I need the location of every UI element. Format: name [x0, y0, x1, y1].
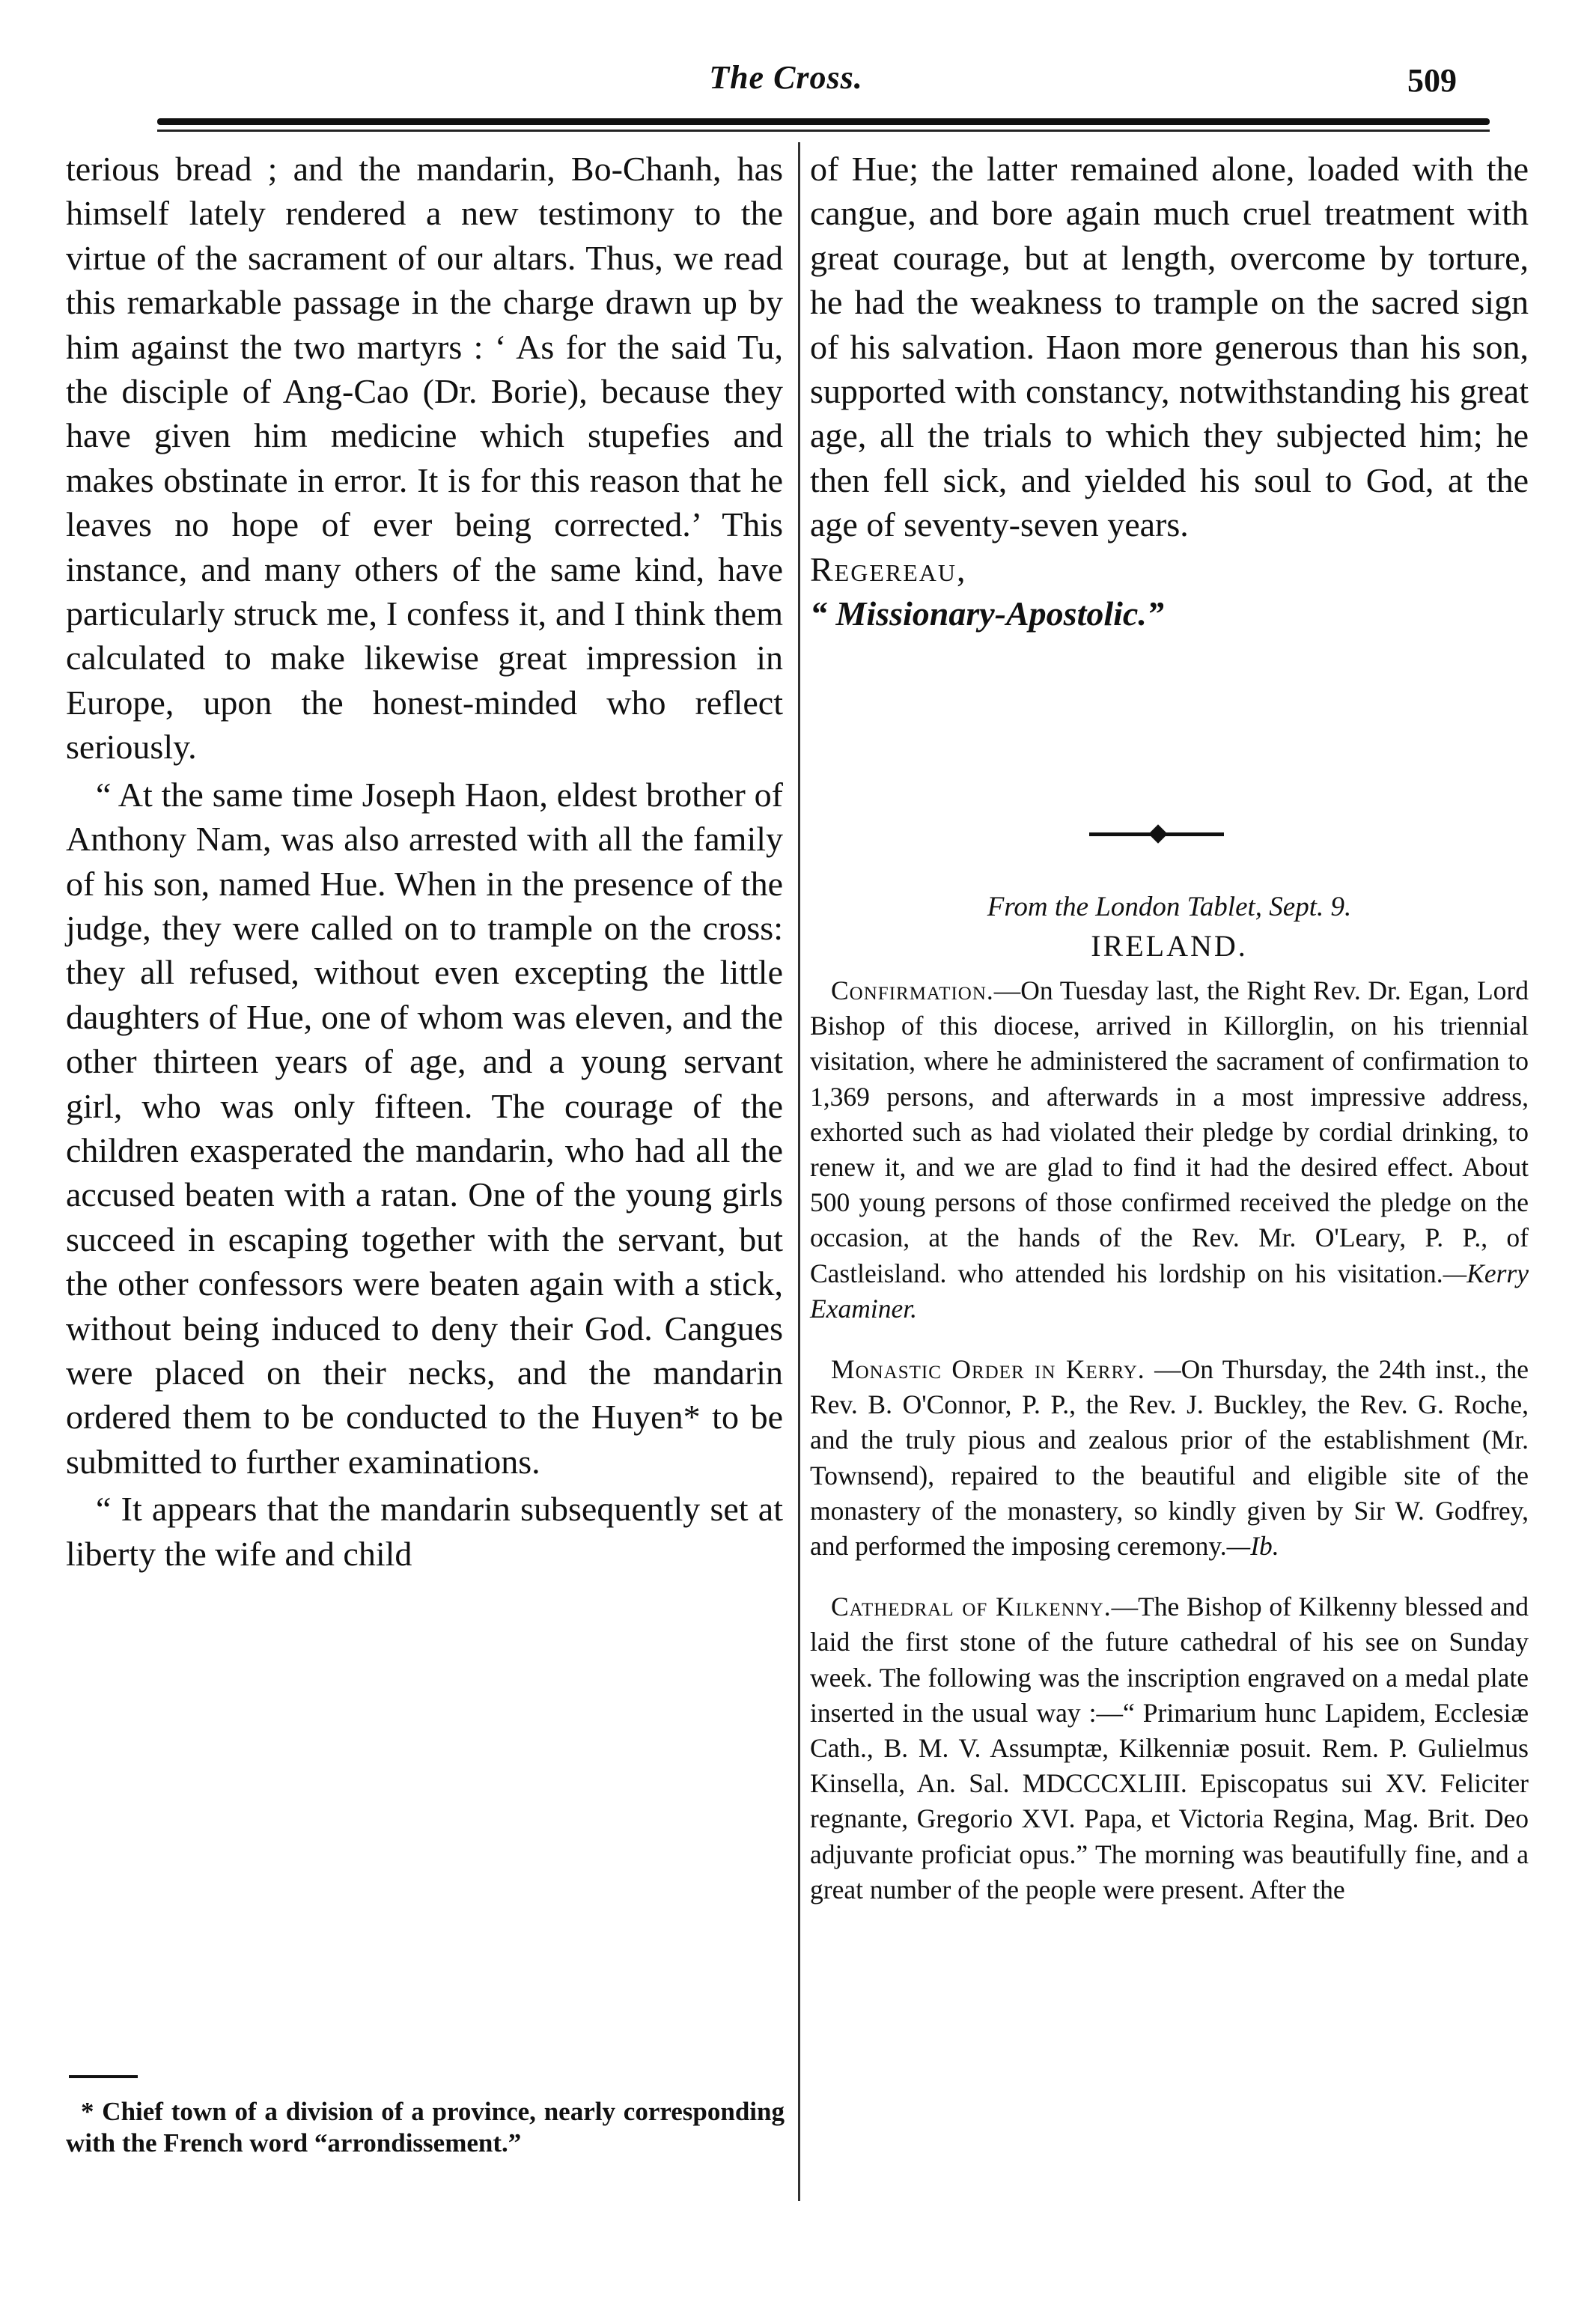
news-item-body: —On Thursday, the 24th inst., the Rev. B. O'Connor, P. P., the Rev. J. Buckley, the Rev. G. Roche, and the truly pious and zealous prior of the establishment (Mr. Townsend), repaired to the beautiful and eligible site of the monastery of the monastery, so kindly given by Sir W. Godfrey, and performed the imposing ceremony.: [810, 1354, 1529, 1562]
news-item-credit: —Ib.: [1226, 1531, 1279, 1562]
footnote: * Chief town of a division of a province, nearly corresponding with the French word “arrondissement.”: [66, 2097, 785, 2158]
news-item-confirmation: [810, 973, 1529, 1327]
footnote-rule: [69, 2075, 138, 2078]
news-item-body: —The Bishop of Kilkenny blessed and laid the first stone of the future cathedral of his see on Sunday week. The following was the inscription engraved on a medal plate inserted in the usual way :—“ Primarium hunc Lapidem, Ecclesiæ Cath., B. M. V. Assumptæ, Kilkenniæ posuit. Rem. P. Gulielmus Kinsella, An. Sal. MDCCCXLIII. Episcopatus sui XV. Feliciter regnante, Gregorio XVI. Papa, et Victoria Regina, Mag. Brit. Deo adjuvante proficiat opus.” The morning was beautifully fine, and a great number of the people were present. After the: [810, 1592, 1529, 1904]
signature-title: “ Missionary-Apostolic.”: [810, 594, 1164, 633]
section-heading: IRELAND.: [1091, 929, 1248, 963]
running-head-title: The Cross.: [709, 59, 863, 96]
news-item-runin: Cathedral of Kilkenny.: [831, 1592, 1112, 1622]
left-column: [66, 147, 783, 1576]
page-number: 509: [1407, 62, 1457, 99]
news-item-body: —On Tuesday last, the Right Rev. Dr. Egan, Lord Bishop of this diocese, arrived in Killorglin, on his triennial visitation, where he administered the sacrament of confirmation to 1,369 persons, and afterwards in a most impressive address, exhorted such as had violated their pledge by cordial drinking, to renew it, and we are glad to find it had the desired effect. About 500 young persons of those confirmed received the pledge on the occasion, at the hands of the Rev. Mr. O'Leary, P. P., of Castleisland. who attended his lordship on his visitation.: [810, 975, 1529, 1288]
signature-name: Regereau,: [810, 549, 967, 588]
header-rule-thin: [157, 130, 1490, 132]
right-column-top: [810, 147, 1529, 636]
header-rule: [157, 118, 1490, 125]
column-divider: [798, 142, 800, 2201]
news-item-credit: —Kerry Examiner.: [810, 1258, 1529, 1324]
left-paragraph-2: “ At the same time Joseph Haon, eldest brother of Anthony Nam, was also arrested with all the family of his son, named Hue. When in the presence of the judge, they were called on to trample on the cross: they all refused, without even excepting the little daughters of Hue, one of whom was eleven, and the other thirteen years of age, and a young servant girl, who was only fifteen. The courage of the children exasperated the mandarin, who had all the accused beaten with a ratan. One of the young girls succeed in escaping together with the servant, but the other confessors were beaten again with a stick, without being induced to deny their God. Cangues were placed on their necks, and the mandarin ordered them to be conducted to the Huyen* to be submitted to further examinations.: [66, 775, 783, 1481]
right-continuation-paragraph: of Hue; the latter remained alone, loaded with the cangue, and bore again much cruel treatment with great courage, but at length, overcome by torture, he had the weakness to trample on the sacred sign of his salvation. Haon more generous than his son, supported with constancy, notwithstanding his great age, all the trials to which they subjected him; he then fell sick, and yielded his soul to God, at the age of seventy-seven years.: [810, 150, 1529, 544]
source-line: From the London Tablet, Sept. 9.: [987, 892, 1352, 922]
news-item-cathedral: [810, 1589, 1529, 1907]
news-items: [810, 973, 1529, 1933]
left-paragraph-1: terious bread ; and the mandarin, Bo-Chanh, has himself lately rendered a new testimony to the virtue of the sacrament of our altars. Thus, we read this remarkable passage in the charge drawn up by him against the two martyrs : ‘ As for the said Tu, the disciple of Ang-Cao (Dr. Borie), because they have given him medicine which stupefies and makes obstinate in error. It is for this reason that he leaves no hope of ever being corrected.’ This instance, and many others of the same kind, have particularly struck me, I confess it, and I think them calculated to make likewise great impression in Europe, upon the honest-minded who reflect seriously.: [66, 150, 783, 767]
ornament-diamond-icon: [1148, 824, 1167, 843]
news-item-runin: Monastic Order in Kerry.: [831, 1354, 1145, 1385]
left-paragraph-3: “ It appears that the mandarin subsequently set at liberty the wife and child: [66, 1490, 783, 1573]
news-item-runin: Confirmation.: [831, 975, 994, 1005]
news-item-monastic-order: [810, 1352, 1529, 1564]
